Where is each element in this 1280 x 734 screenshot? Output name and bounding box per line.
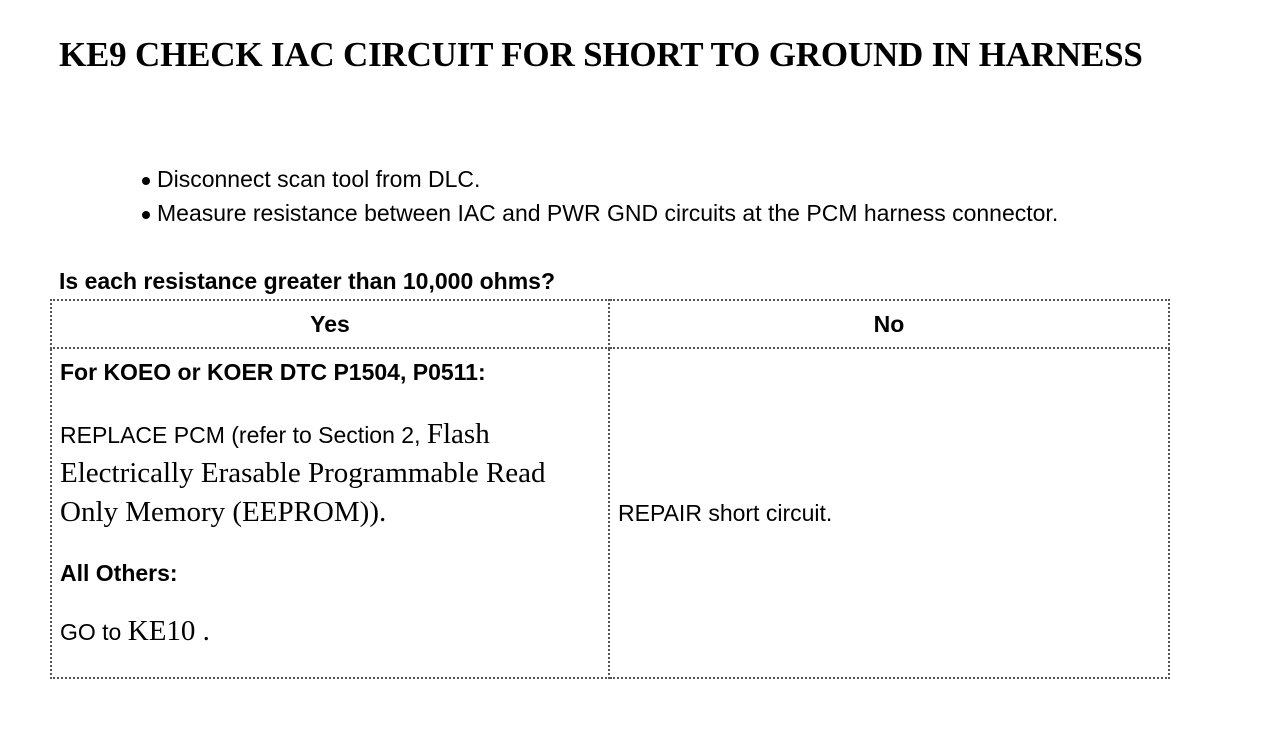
action-2-prefix: GO to xyxy=(60,619,128,645)
question-text: Is each resistance greater than 10,000 ohms? xyxy=(59,268,556,294)
bullet-icon xyxy=(142,177,150,185)
ke10-link[interactable]: KE10 xyxy=(127,615,196,647)
no-cell xyxy=(609,348,1169,678)
step-text: Measure resistance between IAC and PWR GND circuits at the PCM harness connector. xyxy=(157,200,1059,226)
action-2-suffix: . xyxy=(195,615,210,647)
no-header: No xyxy=(609,300,1169,348)
yes-condition-2: All Others: xyxy=(60,560,178,586)
table-header-row xyxy=(51,300,1169,348)
step-list xyxy=(142,162,1058,230)
page-title: KE9 CHECK IAC CIRCUIT FOR SHORT TO GROUND IN HARNESS xyxy=(59,35,1143,74)
table-row xyxy=(51,348,1169,678)
yes-cell xyxy=(51,348,609,678)
yes-action-2 xyxy=(60,612,600,651)
action-1-suffix: ). xyxy=(369,496,387,528)
eeprom-section-link[interactable]: Flash Electrically Erasable Programmable Read Only Memory (EEPROM) xyxy=(60,418,546,528)
action-1-prefix: REPLACE PCM (refer to Section 2, xyxy=(60,422,427,448)
bullet-icon xyxy=(142,211,150,219)
step-text: Disconnect scan tool from DLC. xyxy=(157,166,481,192)
no-action: REPAIR short circuit. xyxy=(618,499,833,526)
yes-header: Yes xyxy=(51,300,609,348)
list-item xyxy=(142,162,1058,196)
yes-action-1 xyxy=(60,415,600,532)
answer-table xyxy=(50,299,1170,679)
yes-condition-1: For KOEO or KOER DTC P1504, P0511: xyxy=(60,359,486,385)
list-item xyxy=(142,196,1058,230)
